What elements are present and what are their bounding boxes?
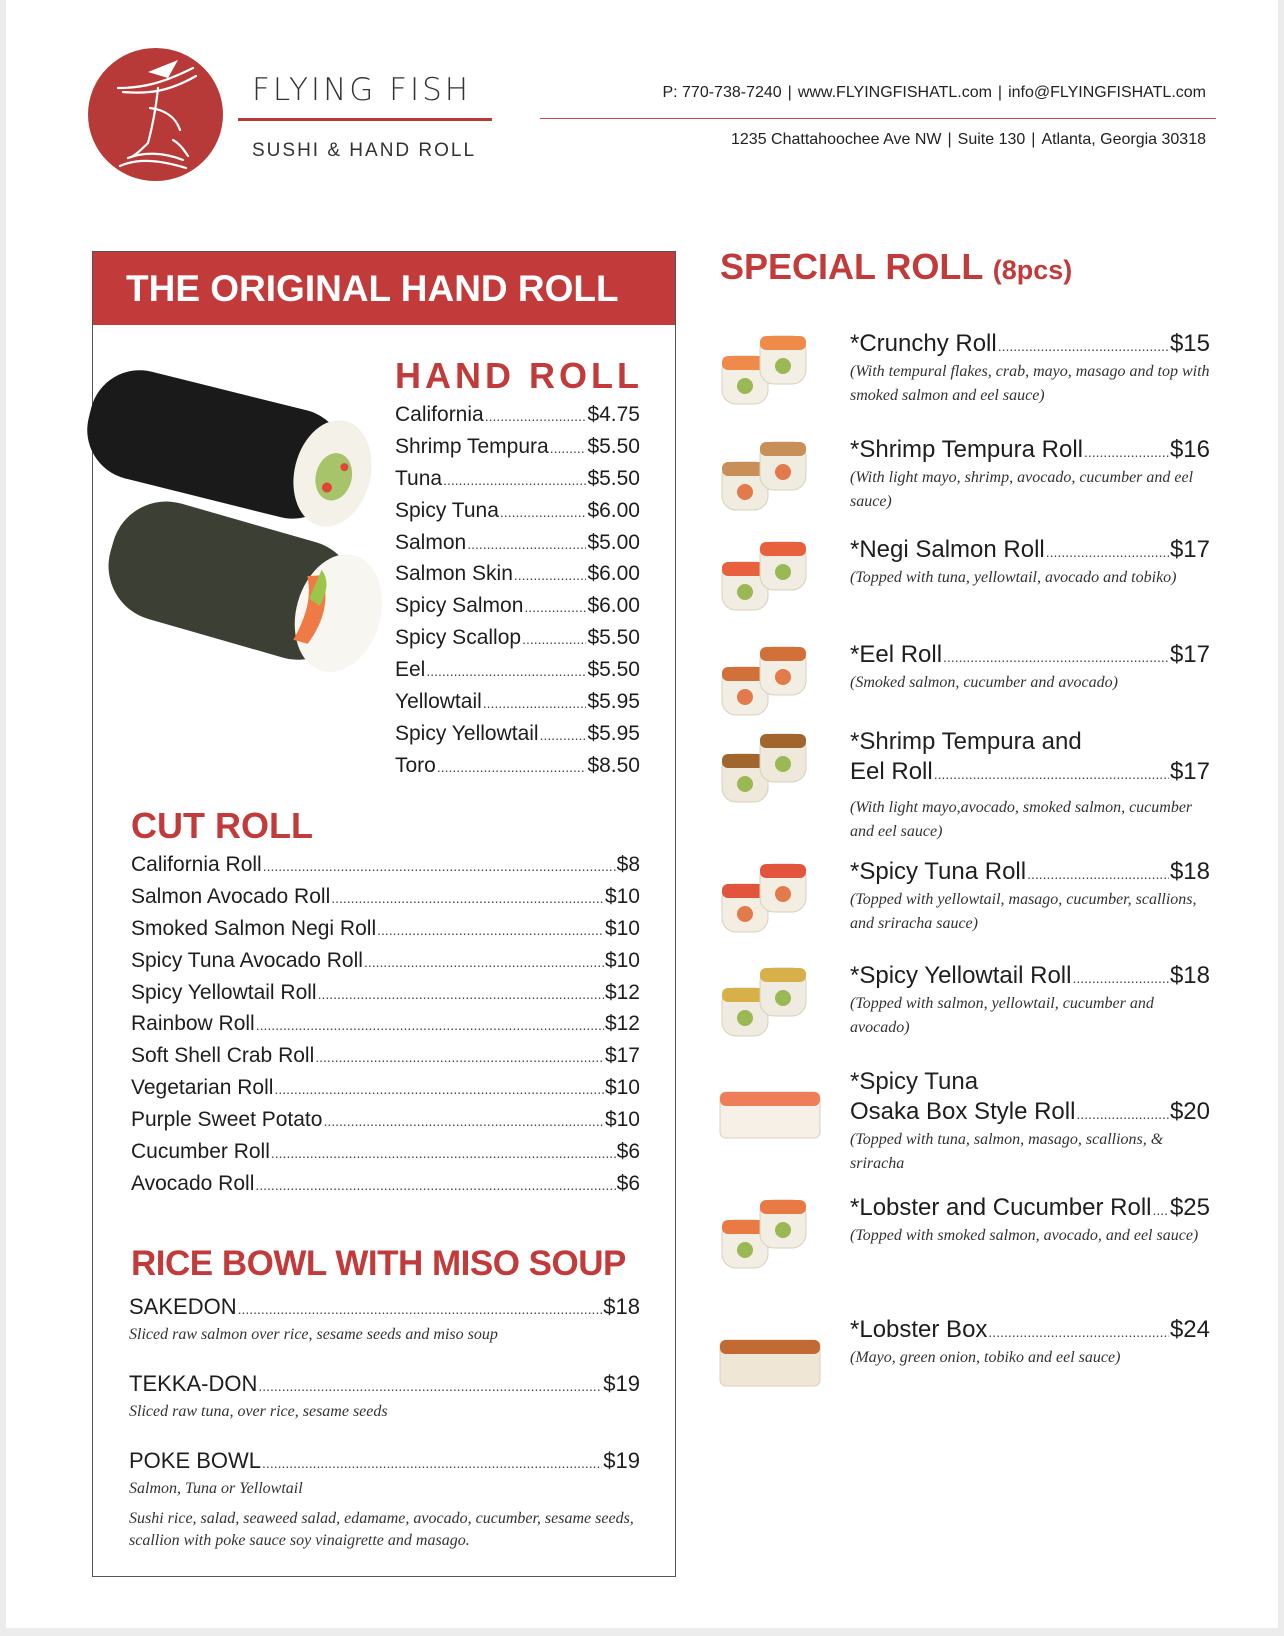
- special-roll-text: [850, 330, 1210, 408]
- menu-item-name: *Lobster and Cucumber Roll: [850, 1194, 1152, 1221]
- menu-item-name: Salmon Skin: [395, 562, 513, 586]
- menu-item-price: $5.95: [587, 721, 640, 745]
- menu-item-name: Soft Shell Crab Roll: [131, 1044, 315, 1068]
- dot-leader: [524, 594, 586, 618]
- menu-item-price: $6: [616, 1171, 640, 1195]
- dot-leader: [258, 1371, 602, 1397]
- item-description: (Mayo, green onion, tobiko and eel sauce): [850, 1349, 1121, 1366]
- flying-fish-logo: [88, 48, 223, 181]
- menu-item-price: $19: [603, 1448, 640, 1473]
- item-description: (Topped with tuna, salmon, masago, scallions, & sriracha: [850, 1131, 1164, 1172]
- menu-item-name: TEKKA-DON: [129, 1371, 258, 1396]
- separator: |: [787, 84, 792, 101]
- item-description: (With light mayo, shrimp, avocado, cucumber and eel sauce): [850, 469, 1194, 510]
- special-roll-text: [850, 962, 1210, 1040]
- special-roll-text: [850, 728, 1210, 844]
- menu-item-name: Spicy Yellowtail Roll: [131, 980, 317, 1004]
- special-roll-text: [850, 1068, 1210, 1176]
- dot-leader: [485, 403, 587, 427]
- dot-leader: [318, 981, 604, 1005]
- menu-item-price: $8: [616, 853, 640, 876]
- dot-leader: [540, 722, 587, 746]
- dot-leader: [331, 885, 604, 909]
- menu-item-row: [131, 853, 640, 885]
- menu-item-name: Eel Roll: [850, 758, 933, 785]
- menu-item-name: *Spicy Tuna Roll: [850, 858, 1027, 885]
- address-line: [731, 131, 1206, 149]
- menu-item-price: $6.00: [587, 594, 640, 618]
- dot-leader: [1046, 536, 1169, 564]
- brand-name: FLYING FISH: [252, 72, 472, 108]
- website-link[interactable]: www.FLYINGFISHATL.com: [797, 84, 992, 101]
- item-description: (Topped with yellowtail, masago, cucumber, scallions, and sriracha sauce): [850, 891, 1197, 932]
- special-roll-title: [720, 246, 1072, 288]
- dot-leader: [522, 626, 586, 650]
- menu-item-price: $15: [1169, 330, 1210, 357]
- dot-leader: [1153, 1194, 1169, 1222]
- menu-item-price: $20: [1169, 1098, 1210, 1125]
- rice-bowl-item: [129, 1371, 640, 1423]
- menu-item-name: Spicy Tuna Avocado Roll: [131, 948, 363, 972]
- menu-item-row: [395, 531, 640, 563]
- dot-leader: [467, 531, 586, 555]
- menu-item-name: Shrimp Tempura: [395, 434, 549, 458]
- dot-leader: [483, 690, 587, 714]
- suite: Suite 130: [957, 131, 1026, 148]
- menu-item-row: [395, 594, 640, 626]
- item-description: (Topped with salmon, yellowtail, cucumber and avocado): [850, 995, 1154, 1036]
- menu-item-row: [850, 758, 1210, 788]
- menu-item-price: $6.00: [587, 498, 640, 522]
- sushi-roll-image: [716, 532, 826, 614]
- menu-item-row: [395, 690, 640, 722]
- sushi-roll-image: [716, 637, 826, 719]
- menu-item-name: Yellowtail: [395, 690, 482, 714]
- dot-leader: [934, 758, 1169, 786]
- dot-leader: [1076, 1098, 1169, 1126]
- cut-roll-list: [131, 853, 640, 1204]
- menu-item-name: California: [395, 403, 484, 426]
- item-description: (With light mayo,avocado, smoked salmon, cucumber and eel sauce): [850, 799, 1193, 840]
- menu-item-row: [850, 1098, 1210, 1128]
- menu-item-name: Cucumber Roll: [131, 1140, 270, 1164]
- menu-item-row: [131, 949, 640, 981]
- menu-item-row: [129, 1371, 640, 1401]
- item-description: (Smoked salmon, cucumber and avocado): [850, 674, 1118, 691]
- menu-item-name: POKE BOWL: [129, 1448, 262, 1473]
- menu-item-row: [850, 641, 1210, 671]
- rice-bowl-list: [129, 1294, 640, 1577]
- original-hand-roll-panel: [92, 251, 676, 1577]
- menu-item-price: $18: [603, 1294, 640, 1319]
- menu-item-row: [850, 858, 1210, 888]
- menu-item-price: $5.50: [587, 626, 640, 650]
- special-roll-text: [850, 858, 1210, 936]
- menu-item-price: $25: [1169, 1194, 1210, 1221]
- separator: |: [1031, 131, 1036, 148]
- menu-item-name: Salmon: [395, 530, 467, 554]
- contact-line: [662, 84, 1206, 102]
- dot-leader: [262, 1448, 602, 1474]
- menu-item-price: $10: [604, 948, 640, 972]
- menu-item-row: [131, 885, 640, 917]
- menu-item-name: SAKEDON: [129, 1294, 237, 1319]
- menu-item-name: Avocado Roll: [131, 1171, 255, 1195]
- menu-item-row: [131, 1044, 640, 1076]
- menu-item-row: [395, 403, 640, 435]
- special-roll-text: [850, 641, 1210, 695]
- rice-bowl-item: [129, 1294, 640, 1346]
- dot-leader: [1084, 436, 1169, 464]
- menu-item-price: $17: [1169, 536, 1210, 563]
- menu-item-price: $5.50: [587, 658, 640, 682]
- dot-leader: [323, 1108, 604, 1132]
- menu-item-row: [850, 962, 1210, 992]
- menu-item-name-prefix: *Spicy Tuna: [850, 1068, 979, 1095]
- menu-item-row: [850, 436, 1210, 466]
- menu-item-price: $12: [604, 1012, 640, 1036]
- menu-item-price: $24: [1169, 1316, 1210, 1343]
- panel-banner: THE ORIGINAL HAND ROLL: [93, 252, 675, 325]
- menu-item-name: California Roll: [131, 853, 262, 876]
- dot-leader: [500, 499, 587, 523]
- menu-item-name: *Spicy Yellowtail Roll: [850, 962, 1072, 989]
- menu-item-name: Smoked Salmon Negi Roll: [131, 916, 377, 940]
- menu-item-price: $5.00: [587, 530, 640, 554]
- hand-roll-title: HAND ROLL: [395, 355, 643, 396]
- menu-item-row: [395, 754, 640, 786]
- menu-item-row: [850, 330, 1210, 360]
- dot-leader: [1072, 962, 1169, 990]
- sushi-roll-image: [716, 432, 826, 514]
- menu-item-row: [129, 1448, 640, 1478]
- dot-leader: [998, 330, 1169, 358]
- menu-item-price: $8.50: [587, 753, 640, 777]
- menu-item-price: $18: [1169, 858, 1210, 885]
- sushi-roll-image: [716, 958, 826, 1040]
- menu-page: [6, 0, 1278, 1628]
- menu-item-price: $6: [616, 1140, 640, 1164]
- dot-leader: [256, 1012, 604, 1036]
- special-roll-text: [850, 1316, 1210, 1370]
- menu-item-price: $6.00: [587, 562, 640, 586]
- menu-item-price: $10: [604, 1108, 640, 1132]
- menu-item-name: Toro: [395, 753, 436, 777]
- menu-item-row: [395, 658, 640, 690]
- menu-item-price: $19: [603, 1371, 640, 1396]
- menu-item-row: [131, 981, 640, 1013]
- menu-item-row: [395, 467, 640, 499]
- menu-item-price: $10: [604, 916, 640, 940]
- menu-item-row: [395, 435, 640, 467]
- menu-item-row: [131, 917, 640, 949]
- sushi-roll-image: [716, 1190, 826, 1272]
- menu-item-name: Eel: [395, 658, 426, 682]
- menu-item-name: *Lobster Box: [850, 1316, 988, 1343]
- item-description: Salmon, Tuna or Yellowtail: [129, 1480, 303, 1497]
- menu-item-price: $5.95: [587, 690, 640, 714]
- city: Atlanta, Georgia 30318: [1041, 131, 1206, 148]
- dot-leader: [377, 917, 604, 941]
- item-description: (Topped with smoked salmon, avocado, and eel sauce): [850, 1227, 1199, 1244]
- email-link[interactable]: info@FLYINGFISHATL.com: [1008, 84, 1206, 101]
- special-roll-text: [850, 536, 1210, 590]
- menu-item-row: [131, 1108, 640, 1140]
- item-description: (Topped with tuna, yellowtail, avocado and tobiko): [850, 569, 1177, 586]
- dot-leader: [943, 641, 1169, 669]
- menu-item-row: [395, 722, 640, 754]
- sushi-roll-image: [716, 724, 826, 806]
- menu-item-row: [850, 1316, 1210, 1346]
- street: 1235 Chattahoochee Ave NW: [731, 131, 942, 148]
- separator: |: [947, 131, 952, 148]
- menu-item-name: Spicy Yellowtail: [395, 721, 539, 745]
- hand-roll-image: [67, 352, 397, 672]
- menu-item-name: Tuna: [395, 466, 443, 490]
- menu-item-name: *Negi Salmon Roll: [850, 536, 1045, 563]
- separator: |: [997, 84, 1003, 101]
- menu-item-price: $4.75: [587, 403, 640, 426]
- menu-item-name: Spicy Tuna: [395, 498, 499, 522]
- menu-item-name: Spicy Salmon: [395, 594, 524, 618]
- special-roll-text: [850, 436, 1210, 514]
- menu-item-name: Salmon Avocado Roll: [131, 884, 331, 908]
- brand-divider: [238, 118, 492, 121]
- menu-item-name-prefix: *Shrimp Tempura and: [850, 728, 1082, 755]
- contact-divider: [540, 118, 1216, 119]
- sushi-roll-image: [716, 1316, 826, 1398]
- sushi-roll-image: [716, 326, 826, 408]
- item-description: Sliced raw salmon over rice, sesame seeds and miso soup: [129, 1326, 498, 1343]
- menu-item-name: *Crunchy Roll: [850, 330, 997, 357]
- menu-item-name: Vegetarian Roll: [131, 1076, 274, 1100]
- dot-leader: [315, 1044, 604, 1068]
- menu-item-row: [395, 562, 640, 594]
- menu-item-price: $17: [1169, 758, 1210, 785]
- menu-item-row: [395, 499, 640, 531]
- brand-subtitle: SUSHI & HAND ROLL: [252, 140, 477, 161]
- rice-bowl-title: RICE BOWL WITH MISO SOUP: [131, 1244, 626, 1283]
- dot-leader: [364, 949, 604, 973]
- dot-leader: [988, 1316, 1169, 1344]
- phone: P: 770-738-7240: [662, 84, 782, 101]
- menu-item-row: [850, 1194, 1210, 1224]
- menu-item-price: $10: [604, 1076, 640, 1100]
- dot-leader: [550, 435, 587, 459]
- menu-item-price: $16: [1169, 436, 1210, 463]
- rice-bowl-item: [129, 1448, 640, 1552]
- dot-leader: [514, 562, 587, 586]
- special-roll-text: [850, 1194, 1210, 1248]
- dot-leader: [271, 1140, 616, 1164]
- menu-item-row: [131, 1012, 640, 1044]
- menu-item-name: *Eel Roll: [850, 641, 943, 668]
- menu-item-price: $17: [604, 1044, 640, 1068]
- special-roll-heading: SPECIAL ROLL: [720, 246, 983, 287]
- dot-leader: [426, 658, 586, 682]
- menu-item-name: Spicy Scallop: [395, 626, 522, 650]
- menu-item-row: [395, 626, 640, 658]
- menu-item-row: [131, 1172, 640, 1204]
- item-description: Sliced raw tuna, over rice, sesame seeds: [129, 1403, 388, 1420]
- menu-item-price: $17: [1169, 641, 1210, 668]
- menu-item-name: Osaka Box Style Roll: [850, 1098, 1076, 1125]
- item-description: (With tempural flakes, crab, mayo, masago and top with smoked salmon and eel sauce): [850, 363, 1210, 404]
- menu-item-price: $12: [604, 980, 640, 1004]
- item-description-extra: Sushi rice, salad, seaweed salad, edamame, avocado, cucumber, sesame seeds, scallion with poke sauce soy vinaigrette and masago.: [129, 1510, 634, 1549]
- dot-leader: [437, 754, 587, 778]
- dot-leader: [263, 853, 616, 877]
- hand-roll-list: [395, 403, 640, 786]
- dot-leader: [255, 1172, 615, 1196]
- menu-item-price: $5.50: [587, 466, 640, 490]
- dot-leader: [274, 1076, 604, 1100]
- menu-item-price: $10: [604, 884, 640, 908]
- menu-item-name: Rainbow Roll: [131, 1012, 255, 1036]
- menu-item-row: [850, 536, 1210, 566]
- sushi-roll-image: [716, 1068, 826, 1150]
- cut-roll-title: CUT ROLL: [131, 805, 313, 846]
- menu-item-row: [131, 1140, 640, 1172]
- dot-leader: [238, 1294, 603, 1320]
- menu-item-row: [129, 1294, 640, 1324]
- menu-item-price: $5.50: [587, 434, 640, 458]
- dot-leader: [1027, 858, 1169, 886]
- dot-leader: [443, 467, 586, 491]
- menu-item-name: Purple Sweet Potato: [131, 1108, 323, 1132]
- menu-item-price: $18: [1169, 962, 1210, 989]
- menu-item-name: *Shrimp Tempura Roll: [850, 436, 1083, 463]
- menu-item-row: [131, 1076, 640, 1108]
- sushi-roll-image: [716, 854, 826, 936]
- special-roll-pcs: (8pcs): [992, 255, 1073, 285]
